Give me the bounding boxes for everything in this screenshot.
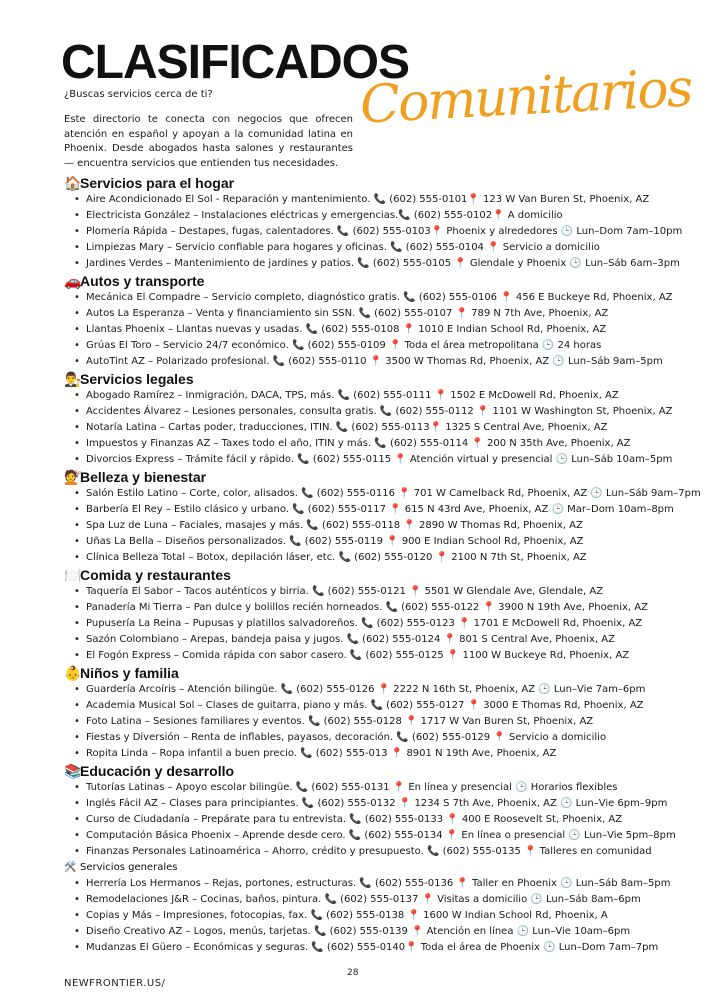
listing-item: • Grúas El Toro – Servicio 24/7 económico. 📞 (602) 555-0109 📍 Toda el área metropolitana 🕒 24 horas (86, 338, 684, 354)
section (64, 664, 684, 762)
listing-item: • Academia Musical Sol – Clases de guitarra, piano y más. 📞 (602) 555-0127 📍 3000 E Thomas Rd, Phoenix, AZ (86, 698, 684, 714)
section (64, 468, 701, 566)
listing-item: • Pupusería La Reina – Pupusas y platillos salvadoreños. 📞 (602) 555-0123 📍 1701 E McDowell Rd, Phoenix, AZ (86, 616, 684, 632)
section-title: Niños y familia (80, 665, 179, 681)
listing-item: • Finanzas Personales Latinoamérica – Ahorro, crédito y presupuesto. 📞 (602) 555-0135 📍 Talleres en comunidad (86, 844, 684, 860)
section-heading (64, 174, 684, 192)
section (64, 370, 684, 468)
section (64, 272, 684, 370)
section (64, 566, 684, 664)
page-title: CLASIFICADOS (61, 36, 409, 89)
listing-item: • Diseño Creativo AZ – Logos, menús, tarjetas. 📞 (602) 555-0139 📍 Atención en línea 🕒 Lun–Vie 10am–6pm (86, 924, 684, 940)
listing-item: • Foto Latina – Sesiones familiares y eventos. 📞 (602) 555-0128 📍 1717 W Van Buren St, Phoenix, AZ (86, 714, 684, 730)
listing-item: • Computación Básica Phoenix – Aprende desde cero. 📞 (602) 555-0134 📍 En línea o presencial 🕒 Lun–Vie 5pm–8pm (86, 828, 684, 844)
listing-item: • Mudanzas El Güero – Económicas y seguras. 📞 (602) 555-0140📍 Toda el área de Phoenix 🕒 Lun–Dom 7am–7pm (86, 940, 684, 956)
section-heading (64, 272, 684, 290)
section (64, 762, 684, 860)
section (64, 860, 684, 956)
listing-list (64, 876, 684, 956)
section-title: Servicios para el hogar (80, 175, 235, 191)
listing-item: • Sazón Colombiano – Arepas, bandeja paisa y jugos. 📞 (602) 555-0124 📍 801 S Central Ave, Phoenix, AZ (86, 632, 684, 648)
listing-item: • Electricista González – Instalaciones eléctricas y emergencias.📞 (602) 555-0102📍 A domicilio (86, 208, 684, 224)
listing-item: • Jardines Verdes – Mantenimiento de jardines y patios. 📞 (602) 555-0105 📍 Glendale y Phoenix 🕒 Lun–Sáb 6am–3pm (86, 256, 684, 272)
listing-item: • Ropita Linda – Ropa infantil a buen precio. 📞 (602) 555-013 📍 8901 N 19th Ave, Phoenix, AZ (86, 746, 684, 762)
script-title: Comunitarios (358, 58, 693, 136)
section-icon: 👶 (64, 665, 82, 681)
listing-item: • AutoTint AZ – Polarizado profesional. 📞 (602) 555-0110 📍 3500 W Thomas Rd, Phoenix, AZ 🕒 Lun–Sáb 9am–5pm (86, 354, 684, 370)
listing-item: • El Fogón Express – Comida rápida con sabor casero. 📞 (602) 555-0125 📍 1100 W Buckeye Rd, Phoenix, AZ (86, 648, 684, 664)
section-icon: 🚗 (64, 273, 82, 289)
listing-item: • Clínica Belleza Total – Botox, depilación láser, etc. 📞 (602) 555-0120 📍 2100 N 7th St, Phoenix, AZ (86, 550, 684, 566)
section-heading (64, 664, 684, 682)
listing-item: • Copias y Más – Impresiones, fotocopias, fax. 📞 (602) 555-0138 📍 1600 W Indian School Rd, Phoenix, A (86, 908, 684, 924)
listing-item: • Notaría Latina – Cartas poder, traducciones, ITIN. 📞 (602) 555-0113📍 1325 S Central Ave, Phoenix, AZ (86, 420, 684, 436)
listing-list (64, 388, 684, 468)
listing-list (64, 192, 684, 272)
section-icon: 🏠 (64, 175, 82, 191)
section-heading (64, 860, 684, 876)
section-heading (64, 370, 684, 388)
listing-item: • Taquería El Sabor – Tacos auténticos y birria. 📞 (602) 555-0121 📍 5501 W Glendale Ave, Glendale, AZ (86, 584, 684, 600)
listing-item: • Spa Luz de Luna – Faciales, masajes y más. 📞 (602) 555-0118 📍 2890 W Thomas Rd, Phoenix, AZ (86, 518, 684, 534)
listing-item: • Remodelaciones J&R – Cocinas, baños, pintura. 📞 (602) 555-0137 📍 Visitas a domicilio 🕒 Lun–Sáb 8am–6pm (86, 892, 684, 908)
listing-item: • Salón Estilo Latino – Corte, color, alisados. 📞 (602) 555-0116 📍 701 W Camelback Rd, Phoenix, AZ 🕒 Lun–Sáb 9am–7pm (86, 486, 684, 502)
listing-item: • Limpiezas Mary – Servicio confiable para hogares y oficinas. 📞 (602) 555-0104 📍 Servicio a domicilio (86, 240, 684, 256)
listing-item: • Accidentes Álvarez – Lesiones personales, consulta gratis. 📞 (602) 555-0112 📍 1101 W Washington St, Phoenix, AZ (86, 404, 684, 420)
section-icon: 👨‍⚖️ (64, 371, 82, 387)
listing-item: • Curso de Ciudadanía – Prepárate para tu entrevista. 📞 (602) 555-0133 📍 400 E Roosevelt St, Phoenix, AZ (86, 812, 684, 828)
listing-item: • Aire Acondicionado El Sol - Reparación y mantenimiento. 📞 (602) 555-0101📍 123 W Van Buren St, Phoenix, AZ (86, 192, 684, 208)
footer-site: NEWFRONTIER.US/ (64, 978, 166, 989)
listing-item: • Autos La Esperanza – Venta y financiamiento sin SSN. 📞 (602) 555-0107 📍 789 N 7th Ave, Phoenix, AZ (86, 306, 684, 322)
listing-item: • Abogado Ramírez – Inmigración, DACA, TPS, más. 📞 (602) 555-0111 📍 1502 E McDowell Rd, Phoenix, AZ (86, 388, 684, 404)
directory-sections (64, 174, 701, 956)
listing-item: • Divorcios Express – Trámite fácil y rápido. 📞 (602) 555-0115 📍 Atención virtual y presencial 🕒 Lun–Sáb 10am–5pm (86, 452, 684, 468)
section-title: Autos y transporte (80, 273, 205, 289)
page-number: 28 (347, 968, 359, 978)
listing-item: • Llantas Phoenix – Llantas nuevas y usadas. 📞 (602) 555-0108 📍 1010 E Indian School Rd, Phoenix, AZ (86, 322, 684, 338)
listing-item: • Plomería Rápida – Destapes, fugas, calentadores. 📞 (602) 555-0103📍 Phoenix y alrededores 🕒 Lun–Dom 7am–10pm (86, 224, 684, 240)
listing-list (64, 290, 684, 370)
listing-item: • Uñas La Bella – Diseños personalizados. 📞 (602) 555-0119 📍 900 E Indian School Rd, Phoenix, AZ (86, 534, 684, 550)
listing-item: • Impuestos y Finanzas AZ – Taxes todo el año, ITIN y más. 📞 (602) 555-0114 📍 200 N 35th Ave, Phoenix, AZ (86, 436, 684, 452)
section (64, 174, 684, 272)
listing-item: • Tutorías Latinas – Apoyo escolar bilingüe. 📞 (602) 555-0131 📍 En línea y presencial 🕒 Horarios flexibles (86, 780, 684, 796)
listing-item: • Barbería El Rey – Estilo clásico y urbano. 📞 (602) 555-0117 📍 615 N 43rd Ave, Phoenix, AZ 🕒 Mar–Dom 10am–8pm (86, 502, 684, 518)
listing-item: • Mecánica El Compadre – Servicio completo, diagnóstico gratis. 📞 (602) 555-0106 📍 456 E Buckeye Rd, Phoenix, AZ (86, 290, 684, 306)
section-icon: 🍽️ (64, 567, 82, 583)
intro-paragraph: Este directorio te conecta con negocios que ofrecen atención en español y apoyan a la comunidad latina en Phoenix. Desde abogados hasta salones y restaurantes — encuentra servicios que entienden tus necesidades. (64, 114, 353, 169)
section-title: Comida y restaurantes (80, 567, 231, 583)
section-icon: 💇 (64, 469, 82, 485)
listing-item: • Inglés Fácil AZ – Clases para principiantes. 📞 (602) 555-0132 📍 1234 S 7th Ave, Phoenix, AZ 🕒 Lun–Vie 6pm–9pm (86, 796, 684, 812)
listing-list (64, 780, 684, 860)
section-heading (64, 566, 684, 584)
listing-item: • Guardería Arcoíris – Atención bilingüe. 📞 (602) 555-0126 📍 2222 N 16th St, Phoenix, AZ 🕒 Lun–Vie 7am–6pm (86, 682, 684, 698)
section-icon: 🛠️ (64, 862, 77, 873)
section-heading (64, 468, 684, 486)
section-icon: 📚 (64, 763, 82, 779)
listing-item: • Panadería Mi Tierra – Pan dulce y bolillos recién horneados. 📞 (602) 555-0122 📍 3900 N 19th Ave, Phoenix, AZ (86, 600, 684, 616)
listing-item: • Fiestas y Diversión – Renta de inflables, payasos, decoración. 📞 (602) 555-0129 📍 Servicio a domicilio (86, 730, 684, 746)
listing-list (64, 486, 701, 566)
section-heading (64, 762, 684, 780)
intro-question: ¿Buscas servicios cerca de ti? (64, 89, 213, 100)
listing-item: • Herrería Los Hermanos – Rejas, portones, estructuras. 📞 (602) 555-0136 📍 Taller en Phoenix 🕒 Lun–Sáb 8am–5pm (86, 876, 684, 892)
section-title: Educación y desarrollo (80, 763, 235, 779)
section-title: Belleza y bienestar (80, 469, 207, 485)
listing-list (64, 682, 684, 762)
section-title: Servicios legales (80, 371, 194, 387)
listing-list (64, 584, 684, 664)
section-title: Servicios generales (80, 862, 178, 873)
